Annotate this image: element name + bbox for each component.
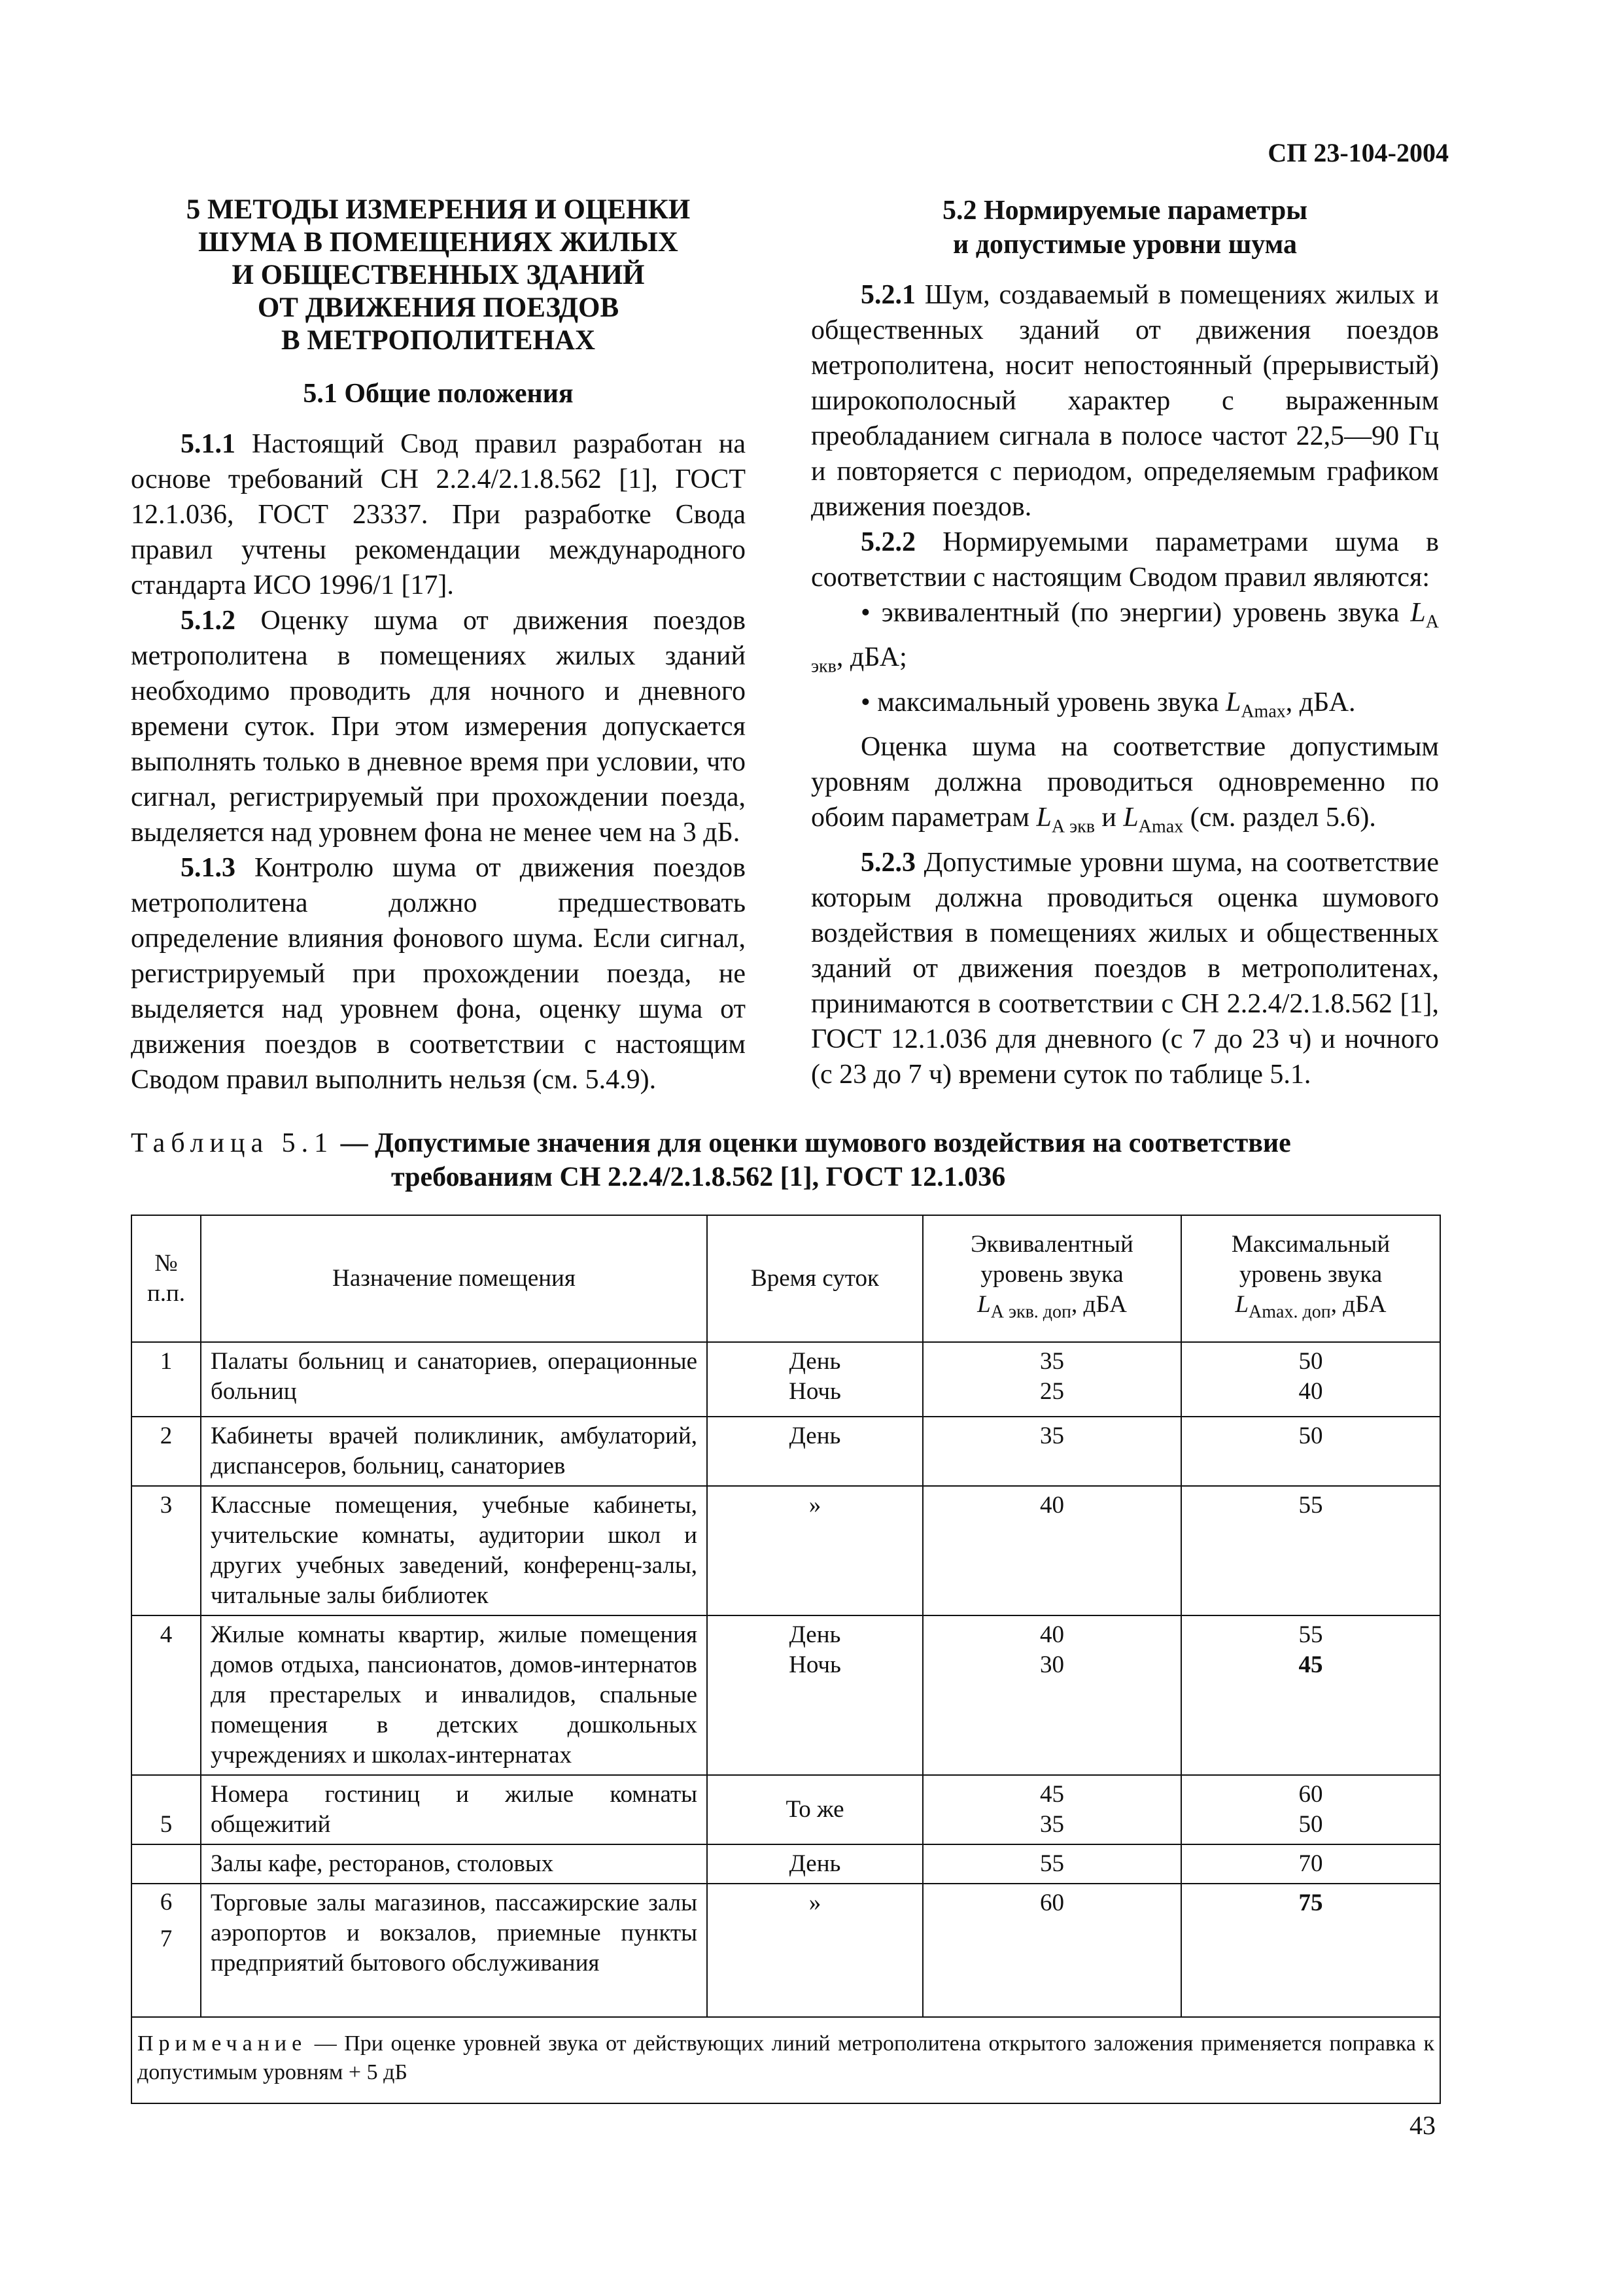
subsection-title-5-2: 5.2 Нормируемые параметры и допустимые уровни шума [942, 196, 1307, 260]
table-row: 4 Жилые комнаты квартир, жилые помещения домов отдыха, пансионатов, домов-интернатов для престарелых и инвалидов, спальные помещения в детских дошкольных учреждениях и школах-интернатах День Ночь 40 30 55 45 [131, 1615, 1440, 1775]
paragraph-5-1-3: 5.1.3 Контролю шума от движения поездов метрополитена должно предшествовать определение влияния фонового шума. Если сигнал, регистрируемый при прохождении поезда, не выделяется над уровнем фона, оценку шума от движения поездов в соответствии с настоящим Сводом правил выполнить нельзя (см. 5.4.9). [131, 853, 746, 1095]
paragraph-5-2-3: 5.2.3 Допустимые уровни шума, на соответствие которым должна проводиться оценка шумового воздействия в помещениях жилых и общественных зданий от движения поездов в метрополитенах, принимаются в соответствии с СН 2.2.4/2.1.8.562 [1], ГОСТ 12.1.036 для дневного (с 7 до 23 ч) и ночного (с 23 до 7 ч) времени суток по таблице 5.1. [811, 847, 1439, 1090]
header-num: № п.п. [131, 1215, 201, 1342]
page-number: 43 [1409, 2111, 1436, 2140]
table-row: 5 Номера гостиниц и жилые комнаты общежитий То же 45 35 60 50 [131, 1775, 1440, 1844]
header-max-level: Максимальный уровень звука $L_{Amax. доп}$, дБА [1181, 1215, 1440, 1342]
document-code: СП 23-104-2004 [1268, 138, 1449, 167]
section-title: 5 МЕТОДЫ ИЗМЕРЕНИЯ И ОЦЕНКИ ШУМА В ПОМЕЩЕНИЯХ ЖИЛЫХ И ОБЩЕСТВЕННЫХ ЗДАНИЙ ОТ ДВИЖЕНИЯ ПОЕЗДОВ В МЕТРОПОЛИТЕНАХ [186, 194, 691, 356]
header-equivalent-level: Эквивалентный уровень звука $L_{А экв. доп}$, дБА [923, 1215, 1181, 1342]
paragraph-5-2-2: 5.2.2 Нормируемыми параметрами шума в соответствии с настоящим Сводом правил являются: [811, 527, 1439, 593]
left-column [131, 194, 746, 1097]
table-row: Залы кафе, ресторанов, столовых День 55 70 [131, 1844, 1440, 1884]
table-row: 3 Классные помещения, учебные кабинеты, учительские комнаты, аудитории школ и других учебных заведений, конференц-залы, читальные залы библиотек » 40 55 [131, 1486, 1440, 1615]
paragraph-5-1-2: 5.1.2 Оценку шума от движения поездов метрополитена в помещениях жилых зданий необходимо проводить для ночного и дневного времени суток. При этом измерения допускается выполнять только в дневное время при условии, что сигнал, регистрируемый при прохождении поезда, выделяется над уровнем фона не менее чем на 3 дБ. [131, 606, 746, 848]
paragraph-5-1-1: 5.1.1 Настоящий Свод правил разработан на основе требований СН 2.2.4/2.1.8.562 [1], ГОСТ 12.1.036, ГОСТ 23337. При разработке Свода правил учтены рекомендации международного стандарта ИСО 1996/1 [17]. [131, 429, 746, 600]
subsection-title-5-1: 5.1 Общие положения [303, 379, 574, 409]
header-room: Назначение помещения [201, 1215, 707, 1342]
bullet-equivalent-level: • эквивалентный (по энергии) уровень звука $L_{А экв}$, дБА; [811, 598, 1439, 677]
table-row: 6 7 Торговые залы магазинов, пассажирские залы аэропортов и вокзалов, приемные пункты предприятий бытового обслуживания » 60 75 [131, 1884, 1440, 2017]
table-caption: Таблица 5.1 — Допустимые значения для оценки шумового воздействия на соответствие требованиям СН 2.2.4/2.1.8.562 [1], ГОСТ 12.1.036 [131, 1128, 1291, 1192]
noise-limits-table [131, 1215, 1441, 2104]
paragraph-assessment: Оценка шума на соответствие допустимым уровням должна проводиться одновременно по обоим параметрам $L_{А экв}$ и $L_{Amax}$ (см. раздел 5.6). [811, 732, 1439, 837]
paragraph-5-2-1: 5.2.1 Шум, создаваемый в помещениях жилых и общественных зданий от движения поездов метрополитена, носит непостоянный (прерывистый) широкополосный характер с выраженным преобладанием сигнала в полосе частот 22,5—90 Гц и повторяется с периодом, определяемым графиком движения поездов. [811, 280, 1439, 522]
table-note-row: Примечание — При оценке уровней звука от действующих линий метрополитена открытого заложения применяется поправка к допустимым уровням + 5 дБ [131, 2017, 1440, 2103]
bullet-max-level: • максимальный уровень звука $L_{Amax}$, дБА. [861, 687, 1356, 722]
header-time: Время суток [707, 1215, 923, 1342]
table-header-row [131, 1215, 1440, 1342]
right-column [811, 194, 1439, 1092]
table-row: 2 Кабинеты врачей поликлиник, амбулаторий, диспансеров, больниц, санаториев День 35 50 [131, 1417, 1440, 1486]
table-row: 1 Палаты больниц и санаториев, операционные больниц День Ночь 35 25 50 40 [131, 1342, 1440, 1417]
